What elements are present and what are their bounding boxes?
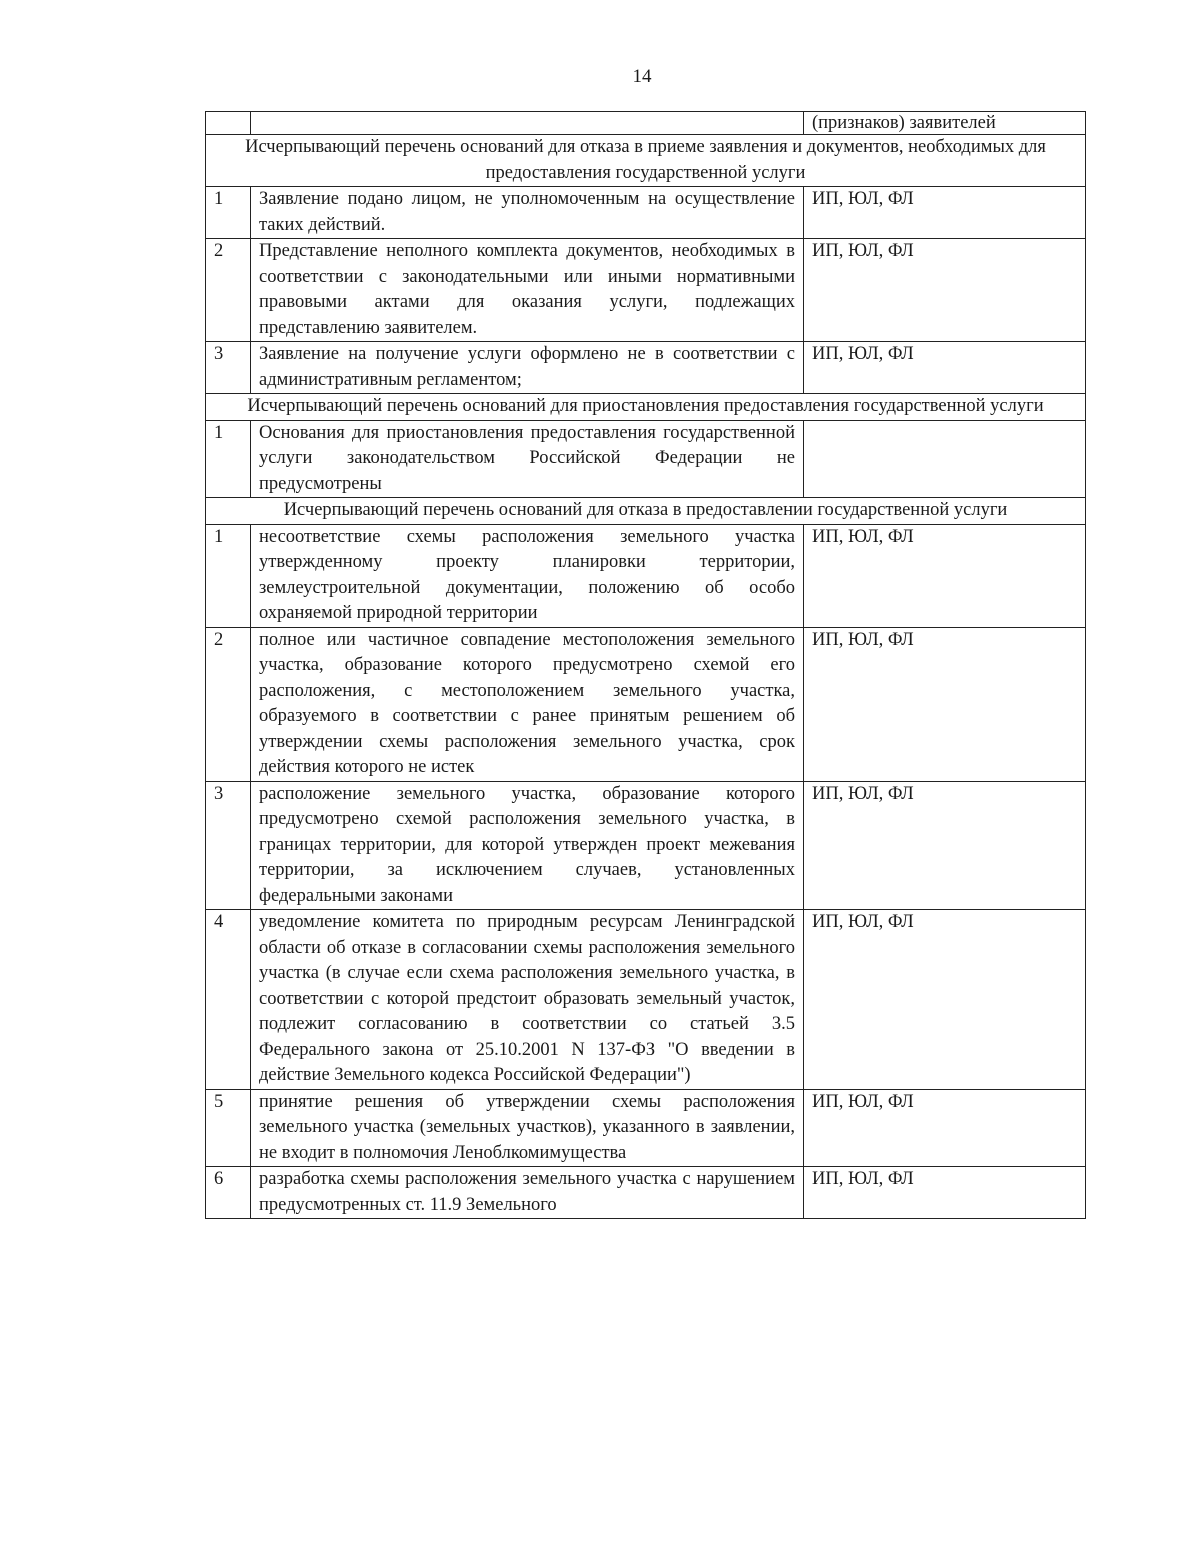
section-title-refusal-acceptance: Исчерпывающий перечень оснований для отказа в приеме заявления и документов, необходимых для предоставления государственной услуги — [206, 135, 1086, 187]
row-ground-text: Представление неполного комплекта документов, необходимых в соответствии с законодательными или иными нормативными правовыми актами для оказания услуги, подлежащих представлению заявителем. — [251, 239, 804, 342]
row-ground-text: полное или частичное совпадение местоположения земельного участка, образование которого предусмотрено схемой его расположения, с местоположением земельного участка, образуемого в соответствии с ранее принятым решением об утверждении схемы расположения земельного участка, срок действия которого не истек — [251, 627, 804, 781]
row-number: 1 — [206, 420, 251, 498]
row-number: 2 — [206, 627, 251, 781]
row-ground-text: расположение земельного участка, образование которого предусмотрено схемой расположения земельного участка, в границах территории, для которой утвержден проект межевания территории, за исключением случаев, установленных федеральными законами — [251, 781, 804, 910]
row-applicants: ИП, ЮЛ, ФЛ — [804, 627, 1086, 781]
table-row — [206, 420, 1086, 498]
row-ground-text: Заявление подано лицом, не уполномоченным на осуществление таких действий. — [251, 187, 804, 239]
row-ground-text: несоответствие схемы расположения земельного участка утвержденному проекту планировки территории, землеустроительной документации, положению об особо охраняемой природной территории — [251, 524, 804, 627]
row-number: 2 — [206, 239, 251, 342]
table-row — [206, 781, 1086, 910]
row-number: 1 — [206, 524, 251, 627]
row-applicants: ИП, ЮЛ, ФЛ — [804, 781, 1086, 910]
row-ground-text: Основания для приостановления предоставления государственной услуги законодательством Российской Федерации не предусмотрены — [251, 420, 804, 498]
row-applicants: ИП, ЮЛ, ФЛ — [804, 1167, 1086, 1219]
row-number: 3 — [206, 781, 251, 910]
section-heading-row — [206, 498, 1086, 525]
row-applicants: ИП, ЮЛ, ФЛ — [804, 187, 1086, 239]
section-heading-row — [206, 394, 1086, 421]
table-header-continuation-row — [206, 112, 1086, 135]
table-row — [206, 239, 1086, 342]
row-number: 6 — [206, 1167, 251, 1219]
section-title-refusal-service: Исчерпывающий перечень оснований для отказа в предоставлении государственной услуги — [206, 498, 1086, 525]
row-number: 3 — [206, 342, 251, 394]
table-row — [206, 342, 1086, 394]
header-text-cell — [251, 112, 804, 135]
row-ground-text: Заявление на получение услуги оформлено не в соответствии с административным регламентом; — [251, 342, 804, 394]
table-row — [206, 627, 1086, 781]
table-row — [206, 187, 1086, 239]
row-applicants: ИП, ЮЛ, ФЛ — [804, 910, 1086, 1090]
row-applicants: ИП, ЮЛ, ФЛ — [804, 342, 1086, 394]
row-ground-text: разработка схемы расположения земельного участка с нарушением предусмотренных ст. 11.9 Земельного — [251, 1167, 804, 1219]
row-applicants: ИП, ЮЛ, ФЛ — [804, 524, 1086, 627]
row-applicants — [804, 420, 1086, 498]
row-ground-text: принятие решения об утверждении схемы расположения земельного участка (земельных участков), указанного в заявлении, не входит в полномочия Леноблкомимущества — [251, 1089, 804, 1167]
table-row — [206, 1167, 1086, 1219]
row-number: 5 — [206, 1089, 251, 1167]
page-number: 14 — [632, 66, 652, 87]
row-number: 1 — [206, 187, 251, 239]
grounds-table — [205, 111, 1086, 1219]
row-applicants: ИП, ЮЛ, ФЛ — [804, 239, 1086, 342]
applicant-criteria-header: (признаков) заявителей — [804, 112, 1086, 135]
table-row — [206, 910, 1086, 1090]
row-number: 4 — [206, 910, 251, 1090]
section-title-suspension: Исчерпывающий перечень оснований для приостановления предоставления государственной услуги — [206, 394, 1086, 421]
row-ground-text: уведомление комитета по природным ресурсам Ленинградской области об отказе в согласовании схемы расположения земельного участка (в случае если схема расположения земельного участка, в соответствии с которой предстоит образовать земельный участок, подлежит согласованию в соответствии со статьей 3.5 Федерального закона от 25.10.2001 N 137-ФЗ "О введении в действие Земельного кодекса Российской Федерации") — [251, 910, 804, 1090]
header-num-cell — [206, 112, 251, 135]
row-applicants: ИП, ЮЛ, ФЛ — [804, 1089, 1086, 1167]
section-heading-row — [206, 135, 1086, 187]
table-row — [206, 524, 1086, 627]
table-row — [206, 1089, 1086, 1167]
